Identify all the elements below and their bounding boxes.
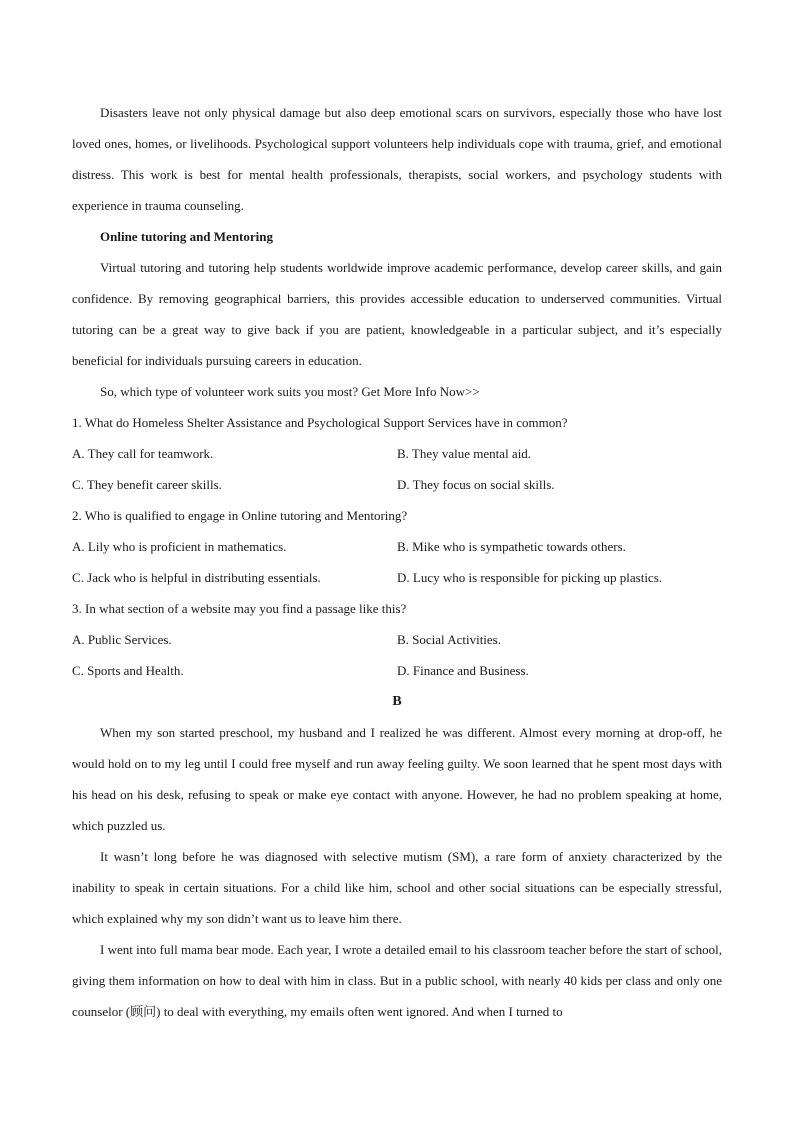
option-a: A. Lily who is proficient in mathematics. xyxy=(72,539,287,554)
option-b: B. Mike who is sympathetic towards others. xyxy=(397,539,626,554)
option-b: B. Social Activities. xyxy=(397,632,501,647)
intro-paragraph: Disasters leave not only physical damage but also deep emotional scars on survivors, especially those who have lost loved ones, homes, or livelihoods. Psychological support volunteers help individuals cope with trauma, grief, and emotional distress. This work is best for mental health professionals, therapists, social workers, and psychology students with experience in trauma counseling. xyxy=(72,105,722,213)
question-stem: 3. In what section of a website may you find a passage like this? xyxy=(72,601,407,616)
online-tutoring-heading: Online tutoring and Mentoring xyxy=(100,229,273,244)
question-2 xyxy=(72,500,722,593)
question-options xyxy=(72,531,722,593)
b-paragraph-3: I went into full mama bear mode. Each year, I wrote a detailed email to his classroom teacher before the start of school, giving them information on how to deal with him in class. But in a public school, with nearly 40 kids per class and only one counselor (顾问) to deal with everything, my emails often went ignored. And when I turned to xyxy=(72,942,722,1019)
question-3 xyxy=(72,593,722,686)
option-b: B. They value mental aid. xyxy=(397,446,532,461)
cta-line: So, which type of volunteer work suits you most? Get More Info Now>> xyxy=(100,384,480,399)
option-d: D. Lucy who is responsible for picking up plastics. xyxy=(397,570,663,585)
question-stem: 2. Who is qualified to engage in Online tutoring and Mentoring? xyxy=(72,508,408,523)
option-d: D. They focus on social skills. xyxy=(397,477,555,492)
online-tutoring-paragraph: Virtual tutoring and tutoring help students worldwide improve academic performance, develop career skills, and gain confidence. By removing geographical barriers, this provides accessible education to underserved communities. Virtual tutoring can be a great way to give back if you are patient, knowledgeable in a particular subject, and it’s especially beneficial for individuals pursuing careers in education. xyxy=(72,260,722,368)
question-options xyxy=(72,438,722,500)
option-c: C. Sports and Health. xyxy=(72,663,184,678)
question-stem: 1. What do Homeless Shelter Assistance and Psychological Support Services have in common? xyxy=(72,415,568,430)
section-b-title: B xyxy=(392,694,402,709)
option-c: C. They benefit career skills. xyxy=(72,477,222,492)
b-paragraph-2: It wasn’t long before he was diagnosed with selective mutism (SM), a rare form of anxiety characterized by the inability to speak in certain situations. For a child like him, school and other social situations can be especially stressful, which explained why my son didn’t want us to leave him there. xyxy=(72,849,722,926)
option-c: C. Jack who is helpful in distributing essentials. xyxy=(72,570,321,585)
b-paragraph-1: When my son started preschool, my husband and I realized he was different. Almost every morning at drop-off, he would hold on to my leg until I could free myself and run away feeling guilty. We soon learned that he spent most days with his head on his desk, refusing to speak or make eye contact with anyone. However, he had no problem speaking at home, which puzzled us. xyxy=(72,725,722,833)
option-d: D. Finance and Business. xyxy=(397,663,529,678)
document-page xyxy=(72,97,722,1027)
option-a: A. Public Services. xyxy=(72,632,172,647)
option-a: A. They call for teamwork. xyxy=(72,446,214,461)
question-options xyxy=(72,624,722,686)
question-1 xyxy=(72,407,722,500)
